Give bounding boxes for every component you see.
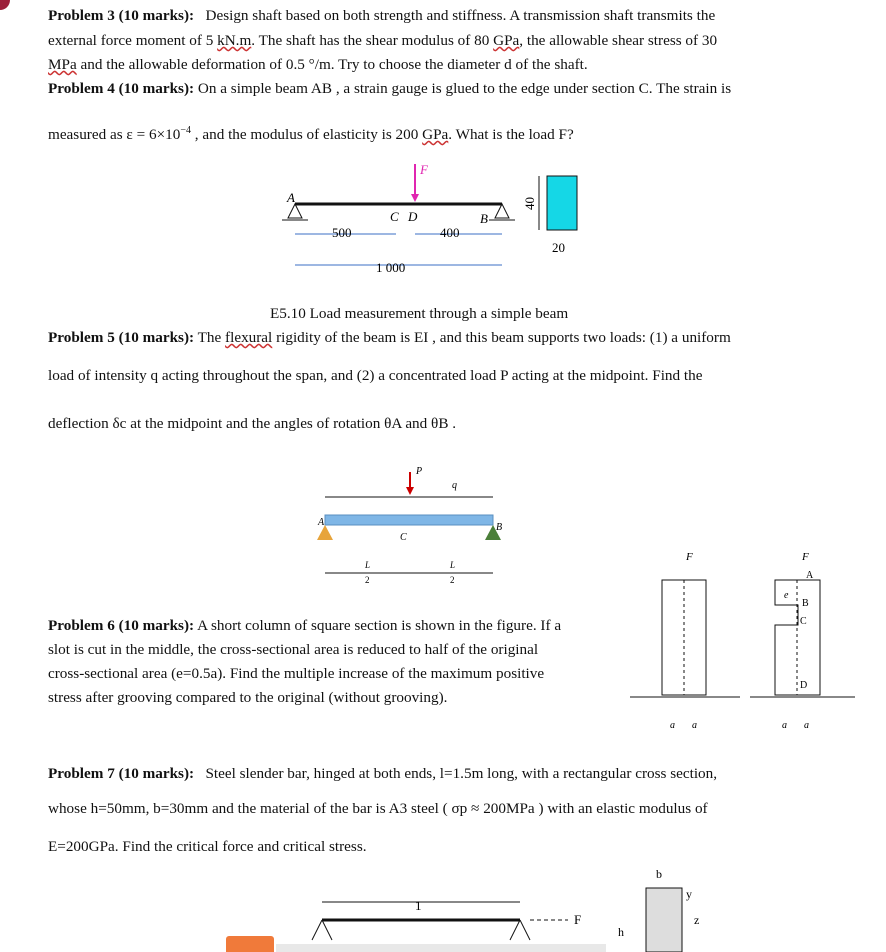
p6-label-a2: a	[692, 720, 697, 731]
p4-dim-1000-label: 1 000	[376, 260, 406, 275]
p3-unit-mpa: MPa	[48, 56, 77, 73]
p5-label-q: q	[452, 480, 457, 491]
p5-label-c: C	[400, 532, 407, 543]
bottom-bar	[276, 944, 606, 952]
p3-text2c: , the allowable shear stress of 30	[519, 32, 718, 49]
p6-label-f2: F	[802, 551, 809, 563]
p5-dim-l2: L	[450, 560, 456, 570]
p6-label-d: D	[800, 680, 808, 691]
p4-dim-400-label: 400	[440, 225, 460, 240]
p3-text3: and the allowable deformation of 0.5 °/m. Try to choose the diameter d of the shaft.	[76, 56, 588, 73]
p7-text1: Steel slender bar, hinged at both ends, l=1.5m long, with a rectangular cross section,	[205, 765, 718, 782]
p3-line3	[48, 55, 838, 75]
p4-exponent: −4	[180, 125, 191, 136]
p5-line3: deflection δc at the midpoint and the angles of rotation θA and θB .	[48, 415, 457, 432]
p4-text2c: . What is the load F?	[448, 126, 574, 144]
p7-label-b: b	[656, 867, 662, 881]
p6-line3: cross-sectional area (e=0.5a). Find the multiple increase of the maximum positive	[48, 665, 545, 682]
p7-label-y: y	[686, 887, 692, 901]
p7-hinge-a2	[322, 920, 332, 940]
p5-beam-figure	[310, 460, 510, 585]
p7-label-f: F	[574, 912, 582, 927]
p5-flexural: flexural	[225, 329, 273, 346]
p4-dim-500-label: 500	[332, 225, 352, 240]
p4-label-a: A	[287, 190, 295, 205]
p4-caption: E5.10 Load measurement through a simple beam	[270, 305, 569, 322]
p4-support-b	[495, 204, 509, 218]
p4-label-f: F	[420, 162, 428, 177]
p4-line1	[48, 79, 838, 99]
p4-unit-gpa: GPa	[422, 126, 449, 144]
p6-label-a4: a	[804, 720, 809, 731]
p7-line1	[48, 764, 838, 784]
p4-beam-figure	[270, 160, 590, 280]
p5-point-load-head	[406, 487, 414, 495]
p5-text1b: rigidity of the beam is EI , and this beam supports two loads: (1) a uniform	[272, 329, 731, 346]
p5-dim-l1: L	[365, 560, 371, 570]
p7-line2: whose h=50mm, b=30mm and the material of the bar is A3 steel ( σp ≈ 200MPa ) with an elastic modulus of	[48, 800, 708, 817]
p4-label-c: C	[390, 209, 399, 224]
p4-cross-section	[547, 176, 577, 230]
p5-label-p: P	[416, 466, 423, 477]
p7-line3: E=200GPa. Find the critical force and critical stress.	[48, 838, 367, 855]
p4-label-b: B	[480, 211, 488, 226]
p7-bar-figure	[300, 862, 710, 952]
p6-label-c: C	[800, 616, 807, 627]
p3-heading: Problem 3 (10 marks):	[48, 7, 195, 24]
p4-text2a: measured as ε = 6×10	[48, 126, 181, 144]
p5-label-a: A	[318, 517, 325, 528]
p4-dim-20-label: 20	[552, 240, 565, 255]
p4-text1: On a simple beam AB , a strain gauge is glued to the edge under section C. The strain is	[197, 80, 732, 97]
p4-load-arrowhead	[411, 194, 419, 202]
p3-line2	[48, 31, 838, 51]
p3-unit-gpa: GPa	[493, 32, 520, 49]
p5-label-b: B	[496, 522, 503, 533]
corner-badge	[0, 0, 10, 10]
p3-text2b: . The shaft has the shear modulus of 80	[251, 32, 494, 49]
p6-line2: slot is cut in the middle, the cross-sectional area is reduced to half of the original	[48, 641, 539, 658]
p6-text1: A short column of square section is shown in the figure. If a	[197, 617, 562, 634]
p6-column-figure	[630, 550, 860, 740]
p6-label-a1: a	[670, 720, 675, 731]
p5-dim-l1-den: 2	[365, 575, 370, 585]
p4-dim-40-label: 40	[522, 197, 537, 210]
p6-label-a: A	[806, 570, 814, 581]
p4-support-a	[288, 204, 302, 218]
orange-tab	[226, 936, 274, 952]
p6-label-b: B	[802, 598, 809, 609]
p5-beam	[325, 515, 493, 525]
p4-line2	[48, 121, 838, 145]
p3-text2a: external force moment of 5	[48, 32, 218, 49]
p7-hinge-a1	[312, 920, 322, 940]
p7-label-length: 1	[415, 898, 422, 913]
p6-label-e: e	[784, 590, 789, 601]
p6-label-f1: F	[686, 551, 693, 563]
p7-hinge-b2	[520, 920, 530, 940]
p3-unit-knm: kN.m	[217, 32, 252, 49]
p4-label-d: D	[408, 209, 418, 224]
p5-heading: Problem 5 (10 marks):	[48, 329, 195, 346]
p3-line1	[48, 6, 838, 26]
p6-line4: stress after grooving compared to the original (without grooving).	[48, 689, 448, 706]
p7-cross-section	[646, 888, 682, 952]
p6-label-a3: a	[782, 720, 787, 731]
p6-heading: Problem 6 (10 marks):	[48, 617, 195, 634]
p4-text2b: , and the modulus of elasticity is 200	[190, 126, 423, 144]
p7-heading: Problem 7 (10 marks):	[48, 765, 195, 782]
p7-label-z: z	[694, 913, 700, 927]
p7-label-h: h	[618, 925, 624, 939]
p5-text1a: The	[197, 329, 226, 346]
p5-dim-l2-den: 2	[450, 575, 455, 585]
p3-text1: Design shaft based on both strength and stiffness. A transmission shaft transmits the	[205, 7, 716, 24]
p7-hinge-b1	[510, 920, 520, 940]
p5-line2: load of intensity q acting throughout the span, and (2) a concentrated load P acting at the midpoint. Find the	[48, 367, 703, 384]
p5-line1	[48, 328, 838, 348]
p4-heading: Problem 4 (10 marks):	[48, 80, 195, 97]
